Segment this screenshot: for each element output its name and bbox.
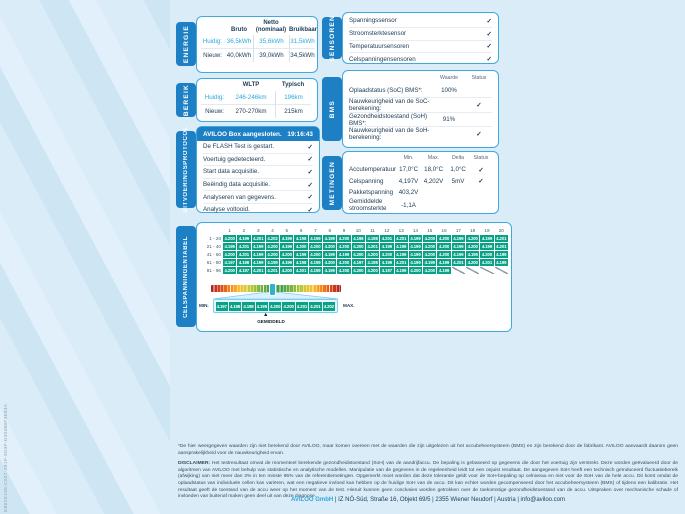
grid-row (203, 235, 509, 242)
energie-row-label: Nieuw: (203, 52, 222, 60)
cell-voltage-value: 4.200 (367, 268, 378, 273)
card-bms (342, 70, 499, 148)
cell-voltage-value: 4.200 (338, 268, 350, 273)
cell-voltage-value: 4.199 (296, 252, 307, 257)
check-icon: ✓ (307, 168, 313, 176)
check-icon: ✓ (478, 178, 484, 186)
energie-header-bruikbaar: Bruikbaar (289, 26, 318, 33)
cell-voltage-value: 4.199 (410, 260, 421, 265)
metingen-row-label: Pakketspanning (349, 188, 394, 196)
metingen-min-value: -1,1A (401, 201, 416, 209)
legend-voltage-box: 4.201 (296, 303, 308, 309)
tab-metingen-label: METINGEN (328, 160, 336, 206)
cell-voltage-value: 4.201 (253, 268, 264, 273)
empty-cell-slash-icon (480, 267, 493, 274)
metingen-max-value: 4,202V (423, 177, 444, 185)
cell-voltage-value: 4.200 (267, 244, 278, 249)
cell-voltage-value: 4.200 (353, 252, 364, 257)
cell-voltage-value: 4.202 (267, 236, 278, 241)
legend-voltage-box: 4.197 (216, 303, 227, 309)
cell-voltage-value: 4.201 (381, 236, 393, 241)
cell-voltage-grid (203, 228, 509, 274)
cell-voltage-value: 4.200 (324, 260, 335, 265)
energie-header-bruto: Bruto (231, 26, 247, 33)
metingen-header-status: Status (473, 155, 489, 161)
card-metingen (342, 151, 499, 214)
cell-voltage-value: 4.197 (381, 268, 393, 273)
cell-voltage-value: 4.198 (353, 236, 364, 241)
grid-row-label: 81 - 96 (206, 268, 221, 273)
disclaimer-text: DISCLAIMER: Het testresultaat omvat de momenteel berekende gezondheidstoestand (SoH) van de aandrijfaccu. De bepaling is gebaseerd op gegevens die door het voertuig zijn verstrekt. Deze worden geëvalueerd door de algoritmen van AVILOO met behulp van statistische en analytische modellen. Manipulatie van de gegevens in de regeleenheid leidt tot een onjuist resultaat. De aangegeven SoH heeft een technisch geïnduceerd fluctuatiebereik (afwijking) van niet meer dan 3% in ten minste 95% van de referentiemetingen. Opgemerkt moet worden dat deze tolerantie geldt voor de SoH-bepaling op celniveau en niet voor de SoH van de hele accu. Dit komt omdat de oplaadstatus van individuele cellen kan variëren, wat een negatieve invloed kan hebben op de huidige SoH van de accu. Dit kan echter worden gecompenseerd door het accubeheersysteem (BMS) of tijdens een kalibratie. Het resultaat geeft de toestand van de accu weer op het moment van de test. Hieruit kunnen geen conclusies worden getrokken over de toekomstige gezondheidstoestand van de accu. Uitspraken over mechanische schade of invloeden van buitenaf maken geen deel uit van deze diagnose. (178, 461, 678, 500)
protocol-step (203, 191, 313, 204)
cell-voltage-value: 4.200 (324, 244, 335, 249)
protocol-step (203, 141, 313, 154)
bereik-header-wltp: WLTP (242, 82, 260, 88)
check-icon: ✓ (307, 194, 313, 202)
sensor-item-label: Spanningssensor (349, 17, 397, 25)
cell-voltage-value: 4.199 (381, 260, 393, 265)
bereik-table (197, 79, 317, 120)
check-icon: ✓ (307, 143, 313, 151)
metingen-row-label: Accutemperatuur (349, 166, 397, 174)
cell-voltage-value: 4.197 (224, 260, 235, 265)
cell-voltage-value: 4.199 (281, 244, 292, 249)
energie-header-netto: Netto (nominaal) (255, 20, 287, 33)
metingen-row-label: Celspanning (349, 177, 384, 185)
cell-voltage-value: 4.199 (467, 252, 478, 257)
cell-voltage-value: 4.199 (453, 244, 464, 249)
check-icon: ✓ (486, 30, 492, 38)
grid-row-label: 61 - 80 (206, 260, 221, 265)
footer-address: | IZ NÖ-Süd, Straße 16, Objekt 69/5 | 2355 Wiener Neudorf | Austria | info@aviloo.com (333, 497, 565, 503)
cell-voltage-value: 4.201 (396, 236, 407, 241)
cell-voltage-value: 4.199 (253, 244, 264, 249)
cell-voltage-value: 4.199 (424, 260, 435, 265)
protocol-header-text: AVILOO Box aangesloten. (203, 130, 282, 138)
voltage-gradient-bar (211, 285, 341, 292)
cell-voltage-value: 4.198 (367, 260, 378, 265)
cell-voltage-value: 4.197 (353, 260, 364, 265)
footnote-text: *De hier weergegeven waarden zijn niet berekend door AVILOO, maar komen overeen met de waarden die zijn uitgelezen uit het accubeheersysteem (BMS) en zijn berekend door de fabrikant. AVILOO aanvaardt daarom geen aansprakelijkheid voor de nauwkeurigheid ervan. (178, 444, 678, 456)
energie-table (197, 17, 317, 64)
tab-bms (322, 77, 342, 141)
metingen-header-delta: Delta (451, 155, 465, 161)
gemiddeld-triangle-icon: ▲ (263, 312, 269, 318)
protocol-step-label: Voertuig gedetecteerd. (203, 155, 266, 163)
check-icon: ✓ (478, 166, 484, 174)
cell-voltage-value: 4.199 (281, 236, 292, 241)
cell-voltage-value: 4.199 (310, 260, 321, 265)
tab-celspanningentabel (176, 226, 196, 327)
cell-voltage-value: 4.199 (396, 244, 407, 249)
cell-voltage-value: 4.199 (396, 268, 407, 273)
cell-voltage-value: 4.200 (338, 244, 350, 249)
cell-voltage-value: 4.201 (481, 260, 493, 265)
grid-column-number: 11 (370, 228, 375, 233)
tab-metingen (322, 156, 342, 210)
cell-voltage-value: 4.201 (496, 236, 507, 241)
background-stripes (0, 0, 170, 514)
cell-voltage-value: 4.200 (424, 244, 435, 249)
cell-voltage-value: 4.200 (310, 252, 321, 257)
cell-voltage-value: 4.199 (453, 236, 464, 241)
grid-column-number: 20 (498, 228, 504, 233)
check-icon: ✓ (476, 131, 482, 139)
cell-voltage-value: 4.201 (238, 252, 250, 257)
cell-voltage-value: 4.200 (224, 236, 235, 241)
bereik-value: 215km (275, 105, 311, 118)
energie-value: 34,5kWh (289, 49, 315, 62)
tab-uitvoeringsprotocol (176, 126, 196, 213)
grid-row-label: 1 - 20 (209, 236, 221, 241)
grid-column-number: 9 (342, 228, 346, 233)
cell-voltage-value: 4.199 (310, 236, 321, 241)
tab-energie-label: ENERGIE (182, 24, 190, 64)
metingen-row (349, 187, 492, 198)
tab-uitvoeringsprotocol-label: UITVOERINGSPROTOCOL (183, 126, 189, 213)
legend-voltage-box: 4.198 (243, 303, 254, 309)
bms-row-list (349, 84, 492, 141)
tab-bms-label: BMS (328, 99, 336, 119)
protocol-step (203, 204, 313, 216)
cell-voltage-value: 4.200 (424, 268, 435, 273)
legend-connector-shape (213, 292, 339, 299)
cell-voltage-value: 4.201 (367, 244, 378, 249)
cell-voltage-value: 4.201 (496, 244, 507, 249)
cell-voltage-value: 4.199 (453, 252, 464, 257)
energie-value: 35,6kWh (253, 35, 289, 49)
tab-bereik (176, 83, 196, 117)
grid-column-number: 10 (355, 228, 361, 233)
protocol-step-list (197, 141, 319, 216)
legend-voltage-box: 4.198 (229, 303, 241, 309)
sensor-item (349, 15, 492, 28)
metingen-delta-value: 1,0°C (450, 166, 466, 174)
cell-voltage-value: 4.201 (238, 244, 250, 249)
cell-voltage-value: 4.201 (296, 268, 307, 273)
cell-voltage-value: 4.200 (438, 244, 450, 249)
metingen-row (349, 198, 492, 213)
protocol-step (203, 166, 313, 179)
sensor-list (343, 13, 498, 67)
check-icon: ✓ (486, 43, 492, 51)
cell-voltage-value: 4.200 (267, 252, 278, 257)
sensor-item-label: Temperatuursensoren (349, 42, 410, 50)
cell-voltage-value: 4.200 (353, 268, 364, 273)
bms-row-label: Nauwkeurigheid van de SoH-berekening: (349, 127, 430, 142)
cell-voltage-value: 4.200 (438, 236, 450, 241)
cell-voltage-value: 4.199 (410, 252, 421, 257)
cell-voltage-value: 4.198 (296, 236, 307, 241)
cell-voltage-value: 4.200 (224, 268, 235, 273)
cell-voltage-value: 4.199 (310, 268, 321, 273)
cell-voltage-value: 4.199 (496, 260, 507, 265)
metingen-min-value: 4,197V (398, 177, 419, 185)
bereik-row-label: Huidig: (201, 91, 227, 105)
cell-voltage-value: 4.200 (467, 244, 478, 249)
check-icon: ✓ (486, 56, 492, 64)
cell-voltage-value: 4.200 (296, 244, 307, 249)
cell-voltage-value: 4.199 (396, 252, 407, 257)
cell-voltage-value: 4.197 (238, 268, 250, 273)
cell-voltage-value: 4.199 (481, 236, 493, 241)
bms-row (349, 98, 492, 112)
average-voltage-marker (269, 283, 276, 296)
bms-row-value: 91% (442, 116, 456, 124)
max-label: MAX. (343, 303, 355, 308)
cell-voltage-value: 4.200 (338, 236, 350, 241)
cell-voltage-value: 4.199 (253, 252, 264, 257)
protocol-step-label: De FLASH Test is gestart. (203, 143, 275, 151)
protocol-step-label: Beëindig data acquisitie. (203, 181, 271, 189)
sensor-item-label: Celspanningensensoren (349, 55, 416, 63)
cell-voltage-value: 4.200 (224, 252, 235, 257)
grid-column-number: 19 (484, 228, 490, 233)
grid-column-number: 15 (427, 228, 433, 233)
bms-header-spacer (349, 75, 432, 84)
metingen-row-list (349, 164, 492, 213)
card-sensoren (342, 12, 499, 64)
grid-row-label: 41 - 60 (206, 252, 221, 257)
grid-row (203, 259, 509, 266)
bms-row (349, 113, 492, 127)
cell-voltage-value: 4.200 (310, 244, 321, 249)
grid-row (203, 251, 509, 258)
cell-voltage-value: 4.200 (281, 268, 292, 273)
cell-voltage-value: 4.199 (410, 244, 421, 249)
tab-energie (176, 22, 196, 66)
grid-column-number: 16 (441, 228, 447, 233)
min-label: MIN. (199, 303, 209, 308)
grid-column-number: 12 (384, 228, 390, 233)
document-id: EB02E106-C007-4B1F-9D3F-D40468F3E84A (3, 403, 8, 512)
check-icon: ✓ (307, 206, 313, 214)
cell-voltage-value: 4.200 (481, 252, 493, 257)
cell-voltage-value: 4.198 (296, 260, 307, 265)
bereik-value: 196km (275, 91, 311, 105)
metingen-row-label: Gemiddelde stroomsterkte (349, 198, 387, 213)
card-celspanningentabel (196, 222, 512, 332)
grid-column-number: 18 (470, 228, 476, 233)
footer-brand: AVILOO GmbH (291, 497, 334, 503)
grid-column-number: 3 (256, 228, 260, 233)
cell-voltage-value: 4.200 (467, 260, 478, 265)
cell-voltage-value: 4.199 (481, 244, 493, 249)
grid-column-number: 2 (242, 228, 246, 233)
cell-voltage-value: 4.201 (396, 260, 407, 265)
cell-voltage-value: 4.199 (438, 268, 450, 273)
energie-value: 36,5kWh (225, 35, 253, 49)
cell-voltage-value: 4.200 (424, 252, 435, 257)
footer (178, 497, 678, 503)
legend-voltage-box: 4.200 (270, 303, 281, 309)
metingen-min-value: 17,0°C (399, 166, 419, 174)
check-icon: ✓ (476, 102, 482, 110)
tab-sensoren (322, 14, 342, 62)
grid-column-number: 6 (299, 228, 303, 233)
protocol-step (203, 154, 313, 167)
bereik-row-label: Nieuw: (205, 107, 224, 115)
empty-cell-slash-icon (452, 267, 465, 274)
cell-voltage-value: 4.201 (253, 236, 264, 241)
cell-voltage-value: 4.200 (338, 260, 350, 265)
energie-value: 31,5kWh (289, 35, 315, 49)
metingen-column-headers (349, 155, 492, 164)
energie-value: 40,0kWh (226, 52, 252, 60)
grid-column-numbers (223, 228, 509, 234)
grid-row (203, 267, 509, 274)
cell-voltage-value: 4.199 (438, 260, 450, 265)
cell-voltage-value: 4.199 (381, 244, 393, 249)
legend-voltage-box: 4.202 (323, 303, 334, 309)
cell-voltage-value: 4.199 (324, 252, 335, 257)
cell-voltage-value: 4.199 (253, 260, 264, 265)
grid-column-number: 13 (398, 228, 404, 233)
cell-voltage-value: 4.200 (281, 252, 292, 257)
cell-voltage-value: 4.200 (367, 252, 378, 257)
legend-voltage-box: 4.201 (310, 303, 321, 309)
cell-voltage-value: 4.199 (324, 236, 335, 241)
metingen-row (349, 164, 492, 175)
energie-row-label: Huidig: (201, 35, 225, 49)
cell-voltage-value: 4.200 (381, 252, 393, 257)
bms-row-label: Gezondheidstoestand (SoH) BMS*: (349, 112, 428, 127)
sensor-item (349, 53, 492, 65)
grid-rows (203, 235, 509, 274)
legend-voltage-boxes (213, 299, 338, 313)
grid-column-number: 17 (455, 228, 461, 233)
protocol-step-label: Analyse voltooid. (203, 206, 250, 214)
gemiddeld-label: GEMIDDELD (257, 319, 285, 324)
grid-row-label: 21 - 40 (206, 244, 221, 249)
grid-column-number: 4 (271, 228, 274, 233)
cell-voltage-value: 4.199 (410, 236, 421, 241)
sensor-item (349, 28, 492, 41)
cell-voltage-value: 4.199 (238, 236, 250, 241)
protocol-step-label: Start data acquisitie. (203, 168, 260, 176)
tab-sensoren-label: SENSOREN (328, 14, 336, 62)
cell-voltage-value: 4.201 (267, 268, 278, 273)
metingen-row (349, 175, 492, 186)
bms-header-waarde: Waarde (440, 75, 458, 81)
cell-voltage-value: 4.199 (324, 268, 335, 273)
notes-block (178, 444, 678, 505)
grid-column-number: 7 (314, 228, 317, 233)
metingen-header-spacer (349, 155, 396, 164)
grid-column-number: 14 (412, 228, 419, 233)
card-bereik (196, 78, 318, 122)
check-icon: ✓ (307, 181, 313, 189)
cell-voltage-value: 4.201 (453, 260, 464, 265)
grid-column-number: 5 (285, 228, 289, 233)
protocol-header-bar (197, 127, 319, 141)
check-icon: ✓ (486, 17, 492, 25)
grid-column-number: 8 (328, 228, 331, 233)
metingen-header-max: Max. (427, 155, 440, 161)
bms-row-label: Nauwkeurigheid van de SoC-berekening: (349, 98, 430, 113)
cell-voltage-value: 4.200 (353, 244, 364, 249)
bms-row (349, 127, 492, 140)
grid-row (203, 243, 509, 250)
energie-value: 39,0kWh (253, 49, 289, 62)
check-icon: ✓ (307, 156, 313, 164)
cell-voltage-value: 4.198 (367, 236, 378, 241)
protocol-step-label: Analyseren van gegevens. (203, 193, 276, 201)
bereik-header-typisch: Typisch (281, 82, 305, 88)
empty-cell-slash-icon (466, 267, 479, 274)
cell-voltage-value: 4.199 (267, 260, 278, 265)
bms-row-label: Oplaadstatus (SoC) BMS*: (349, 87, 423, 95)
cell-voltage-value: 4.200 (410, 268, 421, 273)
card-energie (196, 16, 318, 73)
bms-column-headers (349, 75, 492, 84)
cell-voltage-value: 4.198 (238, 260, 250, 265)
cell-voltage-value: 4.199 (224, 244, 235, 249)
legend-voltage-box: 4.200 (283, 303, 294, 309)
metingen-header-min: Min. (403, 155, 414, 161)
metingen-max-value: 18,0°C (424, 166, 444, 174)
sensor-item-label: Stroomsterktesensor (349, 30, 407, 38)
metingen-min-value: 403,2V (398, 188, 419, 196)
cell-voltage-value: 4.200 (467, 236, 478, 241)
bms-row-value: 100% (441, 87, 457, 95)
cell-voltage-value: 4.200 (424, 236, 435, 241)
bms-header-status: Status (471, 75, 487, 81)
bms-row (349, 84, 492, 98)
grid-column-number: 1 (228, 228, 231, 233)
protocol-time: 19:16:43 (287, 130, 313, 138)
disclaimer-label: DISCLAIMER: (178, 461, 211, 467)
bereik-value: 270-270km (235, 107, 267, 115)
tab-bereik-label: BEREIK (182, 83, 190, 117)
cell-voltage-value: 4.199 (281, 260, 292, 265)
protocol-step (203, 179, 313, 192)
legend-voltage-box: 4.199 (256, 303, 267, 309)
cell-voltage-value: 4.199 (496, 252, 507, 257)
cell-voltage-value: 4.200 (438, 252, 450, 257)
metingen-delta-value: 5mV (451, 177, 465, 185)
tab-celspanningentabel-label: CELSPANNINGENTABEL (183, 235, 189, 318)
sensor-item (349, 41, 492, 54)
card-protocol (196, 126, 320, 213)
bereik-value: 246-246km (227, 91, 275, 105)
cell-voltage-value: 4.199 (338, 252, 350, 257)
empty-cell-slash-icon (495, 267, 508, 274)
